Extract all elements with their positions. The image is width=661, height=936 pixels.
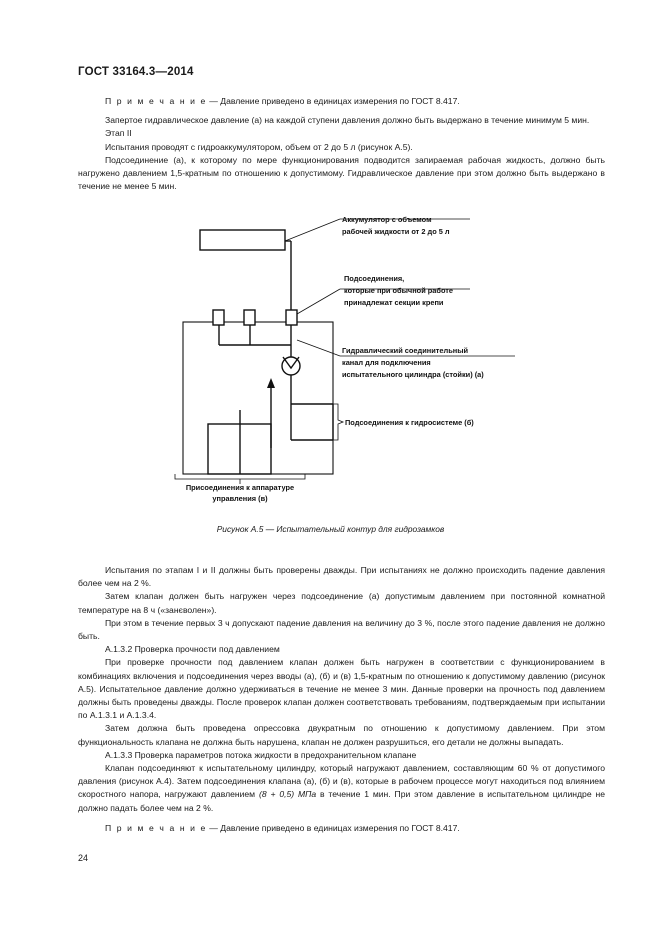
paragraph-part: Клапан подсоединяют к испытательному цилиндру, который нагружают давлением, составляющим 60 % от допустимого давления (рисунок А.4). Затем подсоединения клапана (а), (б) и (в), которые в рабочем процессе могут находиться под влиянием скоростного напора, нагружают давлением bbox=[78, 763, 605, 800]
paragraph: Затем клапан должен быть нагружен через подсоединение (а) допустимым давлением при постоянной комнатной температуре на 8 ч («занєволен»). bbox=[78, 591, 605, 615]
label-connections: которые при обычной работе bbox=[344, 286, 454, 295]
label-control-equipment: Присоединения к аппаратуре bbox=[185, 483, 295, 492]
label-accumulator: Аккумулятор с объемом bbox=[342, 215, 432, 224]
label-connections: принадлежат секции крепи bbox=[344, 298, 444, 307]
stage-heading: Этап II bbox=[105, 128, 132, 139]
accumulator-box bbox=[200, 230, 285, 250]
paragraph: Подсоединение (а), к которому по мере функционирования подводится запираемая рабочая жидкость, должно быть нагружено давлением 1,5-кратным по отношению к допустимому. Гидравлическое давление при этом должно быть выдержано в течение не менее 5 мин. bbox=[78, 154, 605, 192]
page-number: 24 bbox=[78, 853, 89, 863]
paragraph: Запертое гидравлическое давление (а) на каждой ступени давления должно быть выдержано в течение минимум 5 мин. bbox=[105, 115, 590, 126]
note-label: П р и м е ч а н и е bbox=[105, 96, 207, 106]
port-2 bbox=[244, 310, 255, 325]
note-text: — Давление приведено в единицах измерения по ГОСТ 8.417. bbox=[206, 822, 460, 833]
paragraph: Испытания проводят с гидроаккумулятором, объем от 2 до 5 л (рисунок А.5). bbox=[105, 141, 413, 152]
label-accumulator: рабочей жидкости от 2 до 5 л bbox=[342, 227, 450, 236]
paragraph: Затем должна быть проведена опрессовка двукратным по отношению к допустимому давлением. При этом функциональность клапана не должна быть нарушена, клапан не должен разрушиться, его детали не должны выпадать. bbox=[78, 723, 605, 747]
document-header: ГОСТ 33164.3—2014 bbox=[78, 66, 194, 78]
paragraph bbox=[78, 762, 605, 815]
note-text: — Давление приведено в единицах измерения по ГОСТ 8.417. bbox=[206, 96, 460, 106]
port-1 bbox=[213, 310, 224, 325]
arrow-up-icon bbox=[267, 378, 275, 388]
pressure-value: (8 + 0,5) МПа bbox=[258, 789, 317, 800]
note-label: П р и м е ч а н и е bbox=[105, 822, 207, 833]
paragraph-part: в течение 1 мин. При этом давление в испытательном цилиндре не должно падать более чем на 2 %. bbox=[78, 789, 605, 813]
figure-caption: Рисунок А.5 — Испытательный контур для гидрозамков bbox=[216, 524, 445, 534]
label-hydraulic-channel: Гидравлический соединительный bbox=[342, 346, 469, 355]
label-connections: Подсоединения, bbox=[344, 274, 405, 283]
label-hydraulic-channel: испытательного цилиндра (стойки) (а) bbox=[342, 370, 484, 379]
paragraph: При проверке прочности под давлением клапан должен быть нагружен в соответствии с функционированием в комбинациях включения и подсоединения через вводы (а), (б) и (в) 1,5-кратным по отношению к допустимому давлению (рисунок А.5). Испытательное давление должно удерживаться в течение не менее 3 мин. Данные проверки на прочность под давлением должны быть проведены дважды. После проверок клапан должен соответствовать требованиям, подтверждаемым при испытании по А.1.3.1 и А.1.3.4. bbox=[78, 657, 605, 721]
body-text-block bbox=[78, 564, 605, 835]
label-control-equipment: управления (в) bbox=[212, 494, 268, 503]
section-heading: А.1.3.2 Проверка прочности под давлением bbox=[105, 644, 280, 655]
label-hydraulic-system: Подсоединения к гидросистеме (б) bbox=[345, 418, 474, 427]
label-hydraulic-channel: канал для подключения bbox=[342, 358, 431, 367]
section-heading: А.1.3.3 Проверка параметров потока жидкости в предохранительном клапане bbox=[105, 749, 417, 760]
port-3 bbox=[286, 310, 297, 325]
note-bottom bbox=[78, 822, 605, 835]
paragraph: Испытания по этапам I и II должны быть проверены дважды. При испытаниях не должно происходить падение давления более чем на 2 %. bbox=[78, 565, 605, 589]
paragraph: При этом в течение первых 3 ч допускают падение давления на величину до 3 %, после этого падение давления не должно быть. bbox=[78, 617, 605, 642]
